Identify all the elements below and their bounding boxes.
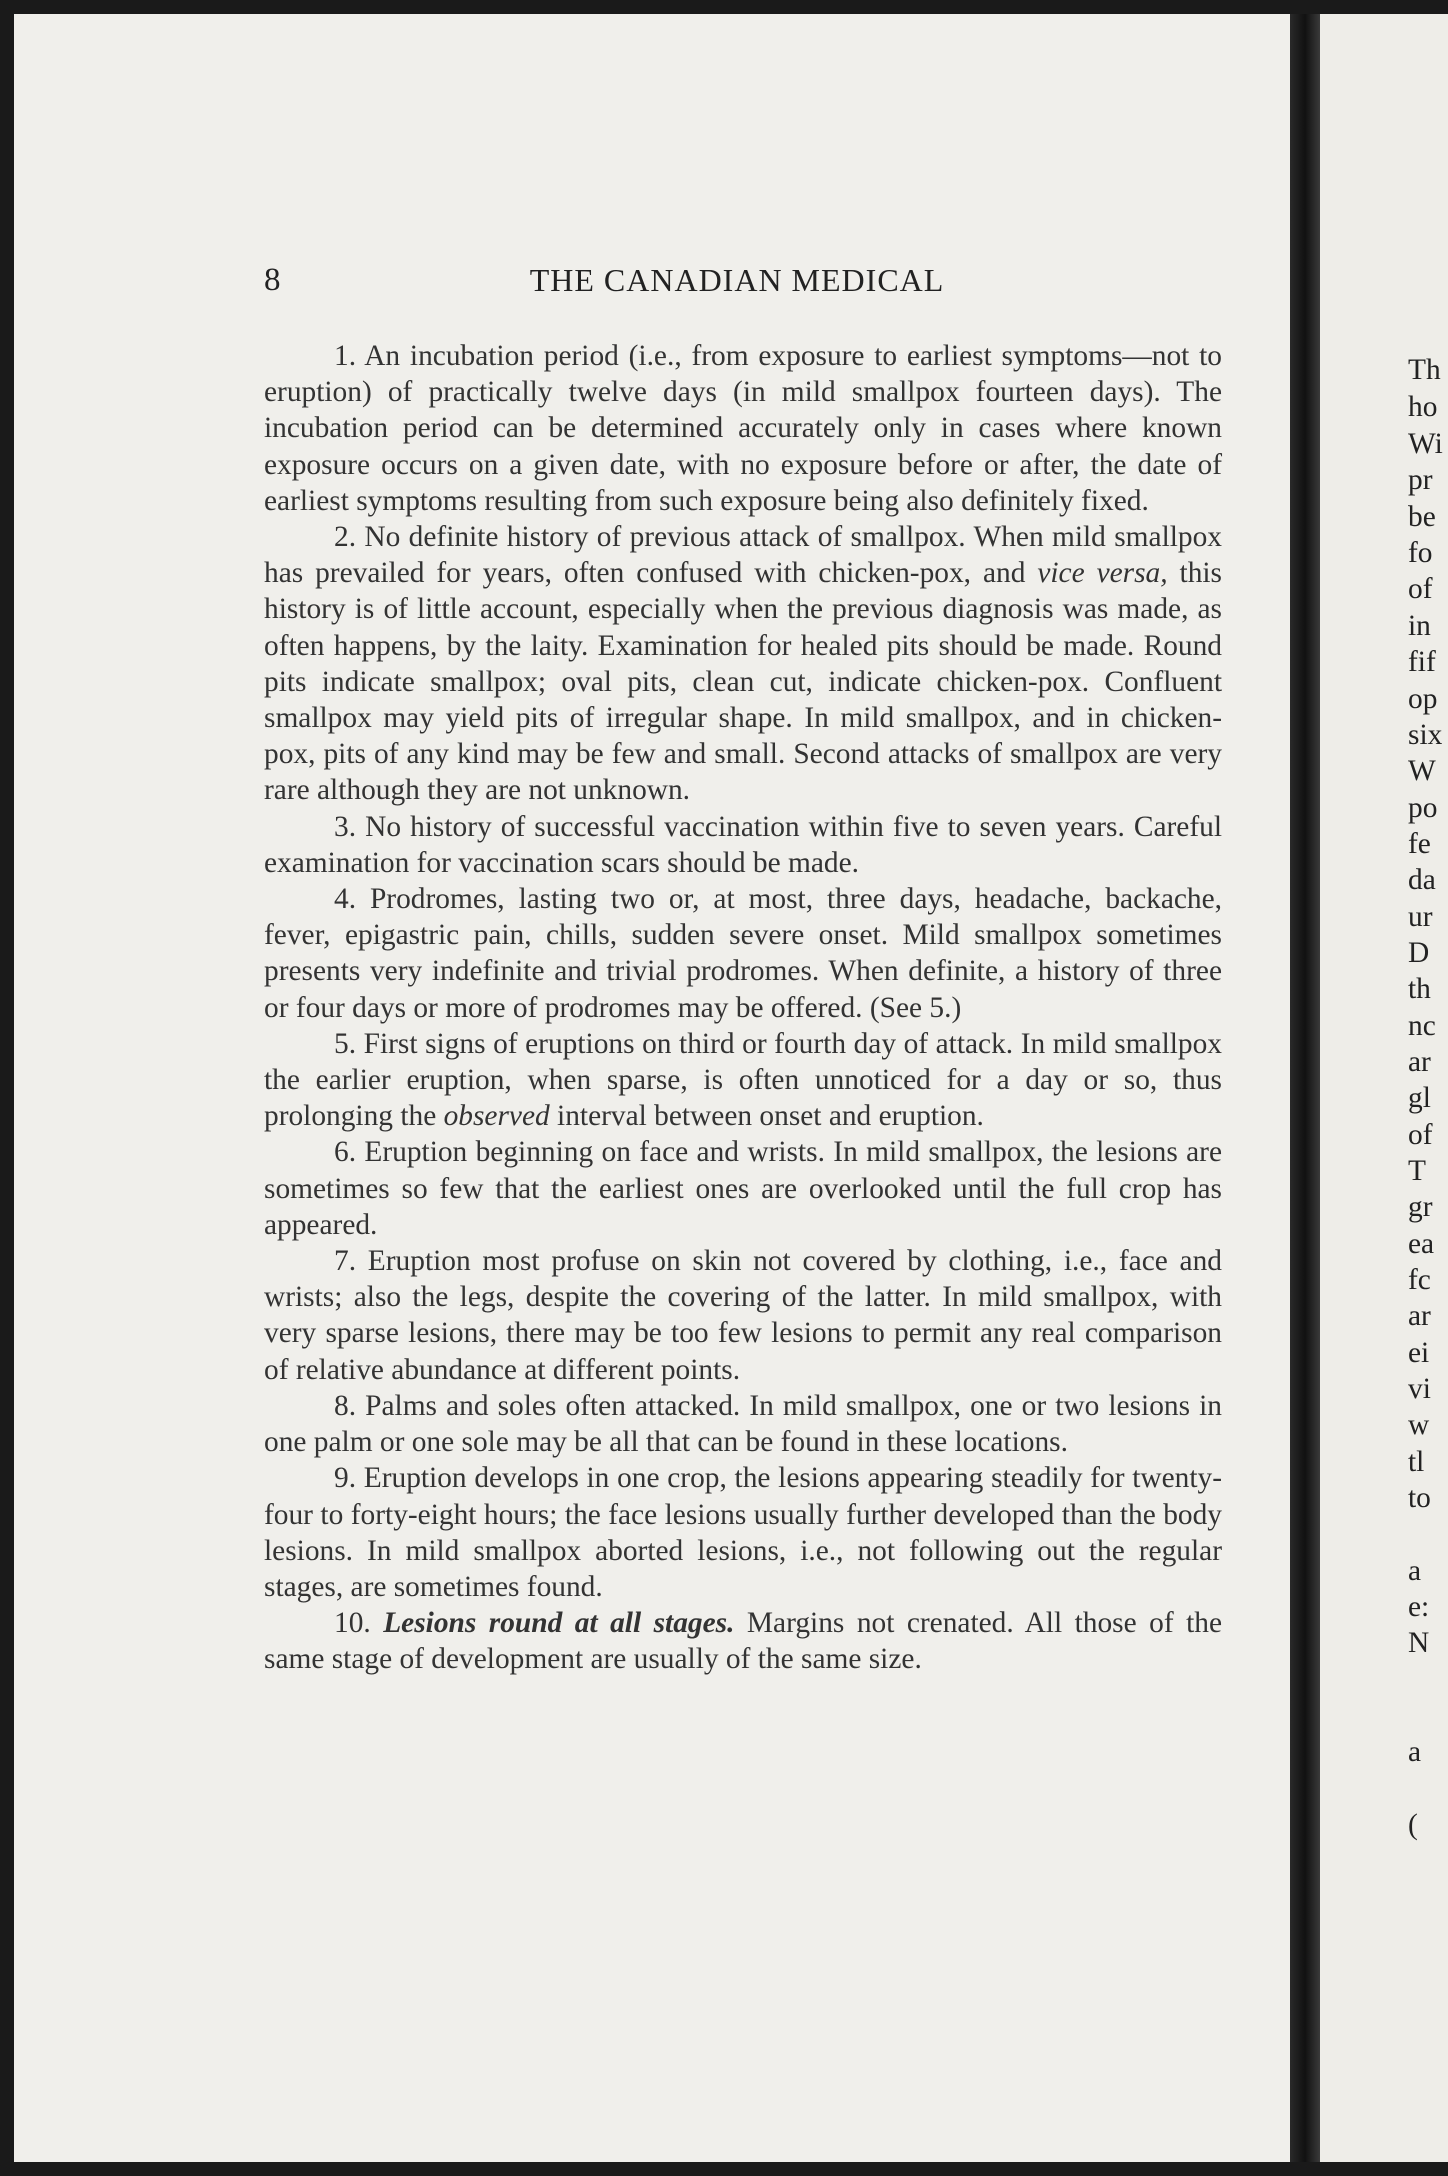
facing-page-fragment: ar	[1408, 1300, 1431, 1332]
facing-page-fragment: vi	[1408, 1373, 1431, 1405]
facing-page-fragment: of	[1408, 573, 1433, 605]
paragraph-text: 10.	[334, 1607, 384, 1640]
facing-page-fragment: ar	[1408, 1046, 1431, 1078]
facing-page-fragment: ur	[1408, 901, 1433, 933]
facing-page-fragment: op	[1408, 683, 1438, 715]
paragraph-10	[264, 1605, 1222, 1677]
paragraph-text: 8. Palms and soles often attacked. In mild smallpox, one or two lesions in one palm or one sole may be all that can be found in these locations.	[264, 1389, 1222, 1459]
facing-page-fragment: a	[1408, 1555, 1422, 1587]
facing-page-fragment: gr	[1408, 1191, 1433, 1223]
facing-page-fragment: ho	[1408, 391, 1438, 423]
facing-page-fragment: po	[1408, 792, 1438, 824]
paragraph-7	[264, 1243, 1222, 1388]
italic-phrase: observed	[443, 1100, 550, 1133]
facing-page-fragment: ea	[1408, 1228, 1435, 1260]
paragraph-text: 1. An incubation period (i.e., from exposure to earliest symptoms—not to eruption) of practically twelve days (in mild smallpox fourteen days). The incubation period can be determined accurately only in cases where known exposure occurs on a given date, with no exposure before or after, the date of earliest symptoms resulting from such exposure being also definitely fixed.	[264, 340, 1222, 517]
facing-page-fragment: th	[1408, 973, 1431, 1005]
facing-page-fragment: T	[1408, 1155, 1426, 1187]
facing-page-fragment: W	[1408, 755, 1436, 787]
paragraph-text: this history is of little account, especially when the previous diagnosis was made, as often happens, by the laity. Examination for healed pits should be made. Round pits indicate smallpox; oval pits, clean cut, indicate chicken-pox. Confluent smallpox may yield pits of irregular shape. In mild smallpox, and in chicken-pox, pits of any kind may be few and small. Second attacks of smallpox are very rare although they are not unknown.	[264, 557, 1222, 807]
paragraph-text: 2. No definite history of previous attack of smallpox. When mild smallpox has prevailed for years, often confused with chicken-pox, and	[264, 521, 1222, 590]
facing-page-fragment: (	[1408, 1809, 1418, 1841]
facing-page-fragment: of	[1408, 1119, 1433, 1151]
facing-page-fragment: D	[1408, 937, 1430, 969]
facing-page-fragment: to	[1408, 1482, 1431, 1514]
facing-page-fragment: w	[1408, 1409, 1430, 1441]
facing-page-fragment: fo	[1408, 537, 1433, 569]
page-body	[264, 338, 1222, 1678]
facing-page-fragment: six	[1408, 719, 1443, 751]
paragraph-text: 5. First signs of eruptions on third or fourth day of attack. In mild smallpox the earlier eruption, when sparse, is often unnoticed for a day or so, thus prolonging the	[264, 1027, 1222, 1133]
paragraph-6	[264, 1134, 1222, 1243]
paragraph-text: 4. Prodromes, lasting two or, at most, three days, headache, backache, fever, epigastric pain, chills, sudden severe onset. Mild smallpox sometimes presents very indefinite and trivial prodromes. When definite, a history of three or four days or more of prodromes may be offered. (See 5.)	[264, 883, 1222, 1024]
paragraph-text: 3. No history of successful vaccination within five to seven years. Careful examination for vaccination scars should be made.	[264, 810, 1222, 879]
facing-page-fragment: gl	[1408, 1082, 1431, 1114]
paragraph-5	[264, 1026, 1222, 1135]
facing-page-fragment: N	[1408, 1627, 1430, 1659]
facing-page-fragment: nc	[1408, 1010, 1436, 1042]
facing-page-fragment: in	[1408, 610, 1431, 642]
page-header	[252, 262, 1222, 312]
facing-page-fragment: da	[1408, 864, 1436, 896]
facing-page-fragment: pr	[1408, 464, 1433, 496]
facing-page-fragment: a	[1408, 1736, 1422, 1768]
facing-page-fragment: fe	[1408, 828, 1431, 860]
facing-page-fragment: ei	[1408, 1337, 1430, 1369]
book-gutter	[1290, 14, 1320, 2162]
facing-page-fragment: Th	[1408, 354, 1441, 386]
facing-page-fragment: fif	[1408, 646, 1436, 678]
paragraph-4	[264, 881, 1222, 1026]
paragraph-text: 6. Eruption beginning on face and wrists. In mild smallpox, the lesions are sometimes so few that the earliest ones are overlooked until the full crop has appeared.	[264, 1136, 1222, 1241]
paragraph-1	[264, 338, 1222, 519]
paragraph-text: 7. Eruption most profuse on skin not covered by clothing, i.e., face and wrists; also the legs, despite the covering of the latter. In mild smallpox, with very sparse lesions, there may be too few lesions to permit any real comparison of relative abundance at different points.	[264, 1245, 1222, 1386]
paragraph-8	[264, 1388, 1222, 1460]
paragraph-text: interval between onset and eruption.	[549, 1100, 984, 1133]
facing-page-fragment: fc	[1408, 1264, 1431, 1296]
page-number: 8	[264, 262, 281, 298]
paragraph-2	[264, 519, 1222, 809]
facing-page-fragment: be	[1408, 501, 1436, 533]
facing-page-edge	[1320, 14, 1448, 2162]
italic-phrase: vice versa,	[1037, 557, 1168, 590]
paragraph-text: Margins not crenated. All those of the same stage of development are usually of the same size.	[264, 1607, 1222, 1676]
paragraph-9	[264, 1460, 1222, 1605]
running-head: THE CANADIAN MEDICAL	[529, 262, 945, 298]
facing-page-fragment: e:	[1408, 1591, 1430, 1623]
facing-page-fragment: Wi	[1408, 428, 1443, 460]
facing-page-fragment: tl	[1408, 1446, 1425, 1478]
bold-italic-phrase: Lesions round at all stages.	[383, 1607, 735, 1640]
paragraph-text: 9. Eruption develops in one crop, the lesions appearing steadily for twenty-four to forty-eight hours; the face lesions usually further developed than the body lesions. In mild smallpox aborted lesions, i.e., not following out the regular stages, are sometimes found.	[264, 1462, 1222, 1603]
paragraph-3	[264, 809, 1222, 881]
